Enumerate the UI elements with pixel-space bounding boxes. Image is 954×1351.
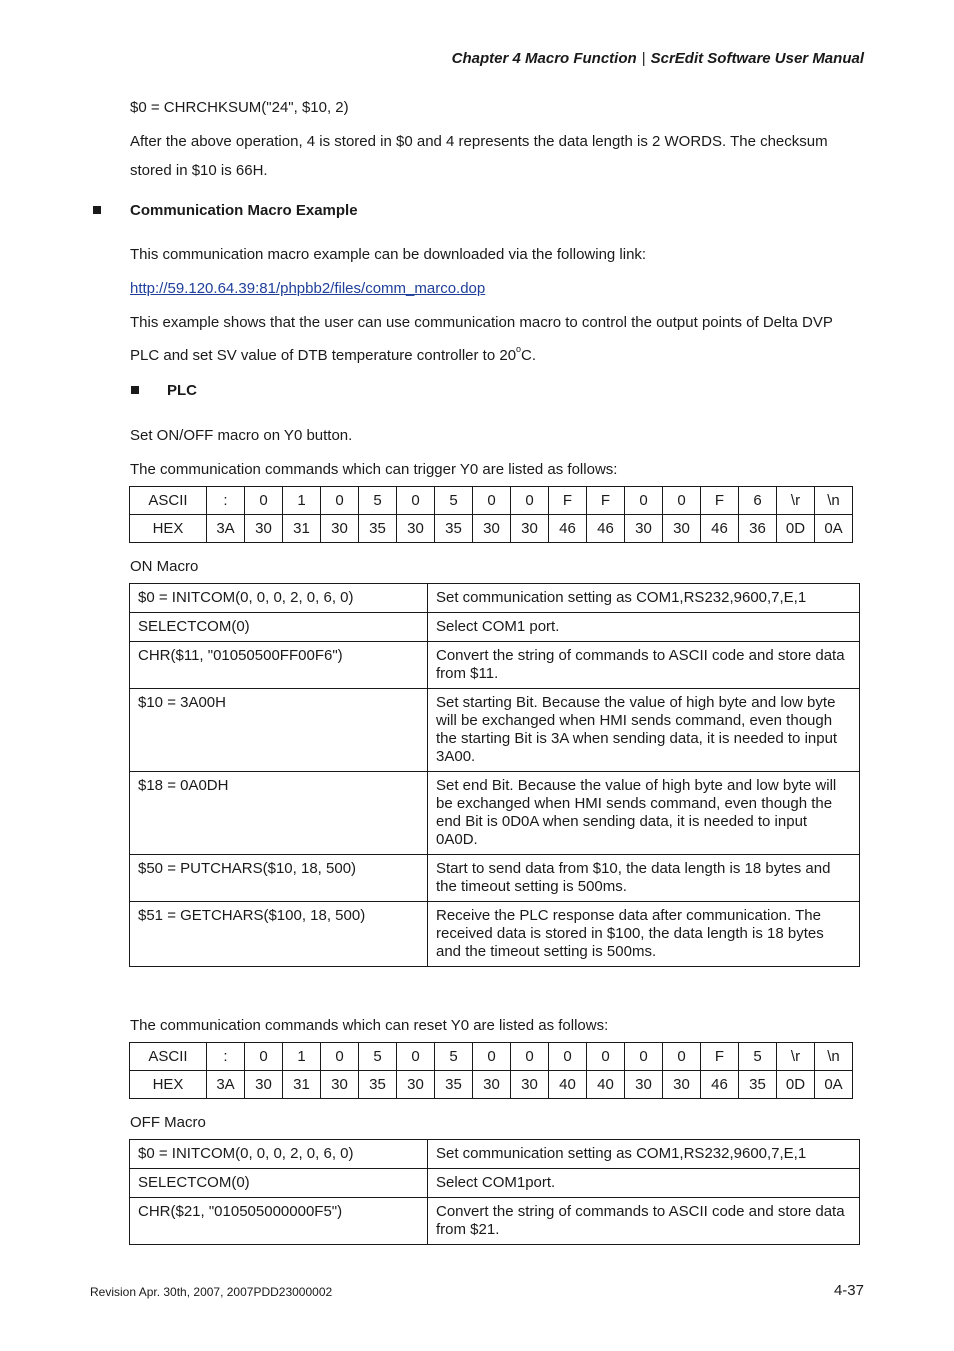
hex-cell: 35 <box>435 515 473 543</box>
hex-cell: 3A <box>207 515 245 543</box>
set-macro-text: Set ON/OFF macro on Y0 button. <box>130 427 353 444</box>
macro-code: CHR($11, "01050500FF00F6") <box>130 642 428 689</box>
hex-cell: 30 <box>397 515 435 543</box>
reset-text: The communication commands which can reset Y0 are listed as follows: <box>130 1017 609 1034</box>
ascii-cell: 0 <box>625 487 663 515</box>
table-row <box>130 642 860 689</box>
plc-title: PLC <box>167 382 197 399</box>
ascii-cell: : <box>207 487 245 515</box>
table-row <box>130 902 860 967</box>
ascii-cell: 0 <box>663 1043 701 1071</box>
ascii-cell: 0 <box>625 1043 663 1071</box>
ascii-label: ASCII <box>130 1043 207 1071</box>
ascii-cell: 0 <box>321 487 359 515</box>
hex-cell: 0D <box>777 515 815 543</box>
header-separator: | <box>641 50 646 67</box>
macro-code: $0 = INITCOM(0, 0, 0, 2, 0, 6, 0) <box>130 584 428 613</box>
hex-cell: 30 <box>245 515 283 543</box>
hex-cell: 35 <box>359 515 397 543</box>
ascii-cell: F <box>701 487 739 515</box>
macro-code: $50 = PUTCHARS($10, 18, 500) <box>130 855 428 902</box>
hex-cell: 30 <box>473 1071 511 1099</box>
bullet-square-icon <box>93 206 101 214</box>
ascii-cell: 0 <box>473 487 511 515</box>
ascii-cell: 0 <box>473 1043 511 1071</box>
macro-code: SELECTCOM(0) <box>130 1169 428 1198</box>
ascii-cell: 1 <box>283 1043 321 1071</box>
ascii-cell: 0 <box>587 1043 625 1071</box>
hex-cell: 0A <box>815 1071 853 1099</box>
ascii-cell: 6 <box>739 487 777 515</box>
hex-cell: 35 <box>739 1071 777 1099</box>
hex-cell: 31 <box>283 1071 321 1099</box>
macro-description: Start to send data from $10, the data length is 18 bytes and the timeout setting is 500ms. <box>428 855 860 902</box>
macro-code: $10 = 3A00H <box>130 689 428 772</box>
off-macro-table <box>129 1139 860 1245</box>
hex-cell: 40 <box>549 1071 587 1099</box>
reset-command-table <box>129 1042 853 1099</box>
macro-code: CHR($21, "010505000000F5") <box>130 1198 428 1245</box>
hex-cell: 40 <box>587 1071 625 1099</box>
hex-label: HEX <box>130 1071 207 1099</box>
hex-cell: 30 <box>625 1071 663 1099</box>
ascii-cell: 5 <box>359 1043 397 1071</box>
hex-cell: 35 <box>435 1071 473 1099</box>
example-description <box>130 308 850 370</box>
ascii-cell: 1 <box>283 487 321 515</box>
ascii-cell: F <box>549 487 587 515</box>
ascii-cell: 0 <box>549 1043 587 1071</box>
macro-description: Convert the string of commands to ASCII code and store data from $21. <box>428 1198 860 1245</box>
table-row <box>130 613 860 642</box>
ascii-cell: 5 <box>739 1043 777 1071</box>
on-macro-table <box>129 583 860 967</box>
macro-code: $51 = GETCHARS($100, 18, 500) <box>130 902 428 967</box>
hex-cell: 30 <box>625 515 663 543</box>
ascii-cell: : <box>207 1043 245 1071</box>
manual-title: ScrEdit Software User Manual <box>650 50 864 67</box>
hex-cell: 3A <box>207 1071 245 1099</box>
macro-description: Select COM1 port. <box>428 613 860 642</box>
hex-cell: 46 <box>701 515 739 543</box>
hex-cell: 30 <box>397 1071 435 1099</box>
ascii-row <box>130 487 853 515</box>
hex-cell: 30 <box>245 1071 283 1099</box>
table-row <box>130 855 860 902</box>
ascii-cell: 0 <box>397 487 435 515</box>
macro-description: Set end Bit. Because the value of high byte and low byte will be exchanged when HMI sends command, even though the end Bit is 0D0A when sending data, it is needed to input 0A0D. <box>428 772 860 855</box>
ascii-cell: F <box>587 487 625 515</box>
ascii-cell: 0 <box>511 487 549 515</box>
chapter-title: Chapter 4 Macro Function <box>451 50 637 67</box>
macro-description: Receive the PLC response data after communication. The received data is stored in $100, the data length is 18 bytes and the timeout setting is 500ms. <box>428 902 860 967</box>
hex-row <box>130 1071 853 1099</box>
hex-cell: 46 <box>587 515 625 543</box>
macro-code: SELECTCOM(0) <box>130 613 428 642</box>
ascii-cell: \n <box>815 487 853 515</box>
ascii-cell: F <box>701 1043 739 1071</box>
ascii-cell: 0 <box>245 1043 283 1071</box>
bullet-square-icon <box>131 386 139 394</box>
ascii-label: ASCII <box>130 487 207 515</box>
on-macro-label: ON Macro <box>130 558 199 575</box>
macro-description: Set communication setting as COM1,RS232,9600,7,E,1 <box>428 584 860 613</box>
hex-cell: 0A <box>815 515 853 543</box>
download-text: This communication macro example can be downloaded via the following link: <box>130 246 647 263</box>
ascii-cell: 0 <box>245 487 283 515</box>
hex-cell: 30 <box>511 1071 549 1099</box>
table-row <box>130 1140 860 1169</box>
ascii-cell: 0 <box>321 1043 359 1071</box>
page-number: 4-37 <box>833 1282 864 1299</box>
ascii-cell: \n <box>815 1043 853 1071</box>
ascii-cell: 5 <box>359 487 397 515</box>
trigger-text: The communication commands which can trigger Y0 are listed as follows: <box>130 461 618 478</box>
ascii-cell: 0 <box>511 1043 549 1071</box>
ascii-cell: \r <box>777 1043 815 1071</box>
macro-description: Set communication setting as COM1,RS232,9600,7,E,1 <box>428 1140 860 1169</box>
checksum-code-line: $0 = CHRCHKSUM("24", $10, 2) <box>130 99 349 116</box>
example-text-main: This example shows that the user can use communication macro to control the output points of Delta DVP PLC and set SV value of DTB temperature controller to 20 <box>130 314 833 364</box>
degree-symbol: o <box>516 344 522 354</box>
macro-description: Convert the string of commands to ASCII code and store data from $11. <box>428 642 860 689</box>
hex-cell: 30 <box>321 1071 359 1099</box>
hex-cell: 46 <box>549 515 587 543</box>
off-macro-label: OFF Macro <box>130 1114 206 1131</box>
macro-code: $18 = 0A0DH <box>130 772 428 855</box>
hex-cell: 30 <box>511 515 549 543</box>
hex-cell: 30 <box>321 515 359 543</box>
hex-cell: 0D <box>777 1071 815 1099</box>
table-row <box>130 584 860 613</box>
ascii-cell: 0 <box>397 1043 435 1071</box>
table-row <box>130 1169 860 1198</box>
example-text-end: C. <box>521 347 537 364</box>
macro-code: $0 = INITCOM(0, 0, 0, 2, 0, 6, 0) <box>130 1140 428 1169</box>
table-row <box>130 1198 860 1245</box>
checksum-explanation: After the above operation, 4 is stored in $0 and 4 represents the data length is 2 WORDS. The checksum stored in $10 is 66H. <box>130 133 828 179</box>
macro-description: Select COM1port. <box>428 1169 860 1198</box>
macro-description: Set starting Bit. Because the value of high byte and low byte will be exchanged when HMI sends command, even though the starting Bit is 3A when sending data, it is needed to input 3A00. <box>428 689 860 772</box>
ascii-cell: 5 <box>435 487 473 515</box>
trigger-command-table <box>129 486 853 543</box>
hex-label: HEX <box>130 515 207 543</box>
hex-cell: 36 <box>739 515 777 543</box>
section-title: Communication Macro Example <box>130 202 358 219</box>
table-row <box>130 689 860 772</box>
hex-cell: 30 <box>473 515 511 543</box>
hex-cell: 30 <box>663 1071 701 1099</box>
ascii-cell: 0 <box>663 487 701 515</box>
table-row <box>130 772 860 855</box>
hex-cell: 35 <box>359 1071 397 1099</box>
hex-cell: 31 <box>283 515 321 543</box>
revision-footer: Revision Apr. 30th, 2007, 2007PDD23000002 <box>90 1285 333 1299</box>
hex-cell: 30 <box>663 515 701 543</box>
page-header <box>452 50 864 67</box>
hex-cell: 46 <box>701 1071 739 1099</box>
ascii-row <box>130 1043 853 1071</box>
ascii-cell: \r <box>777 487 815 515</box>
ascii-cell: 5 <box>435 1043 473 1071</box>
download-link[interactable]: http://59.120.64.39:81/phpbb2/files/comm_marco.dop <box>130 280 486 297</box>
hex-row <box>130 515 853 543</box>
